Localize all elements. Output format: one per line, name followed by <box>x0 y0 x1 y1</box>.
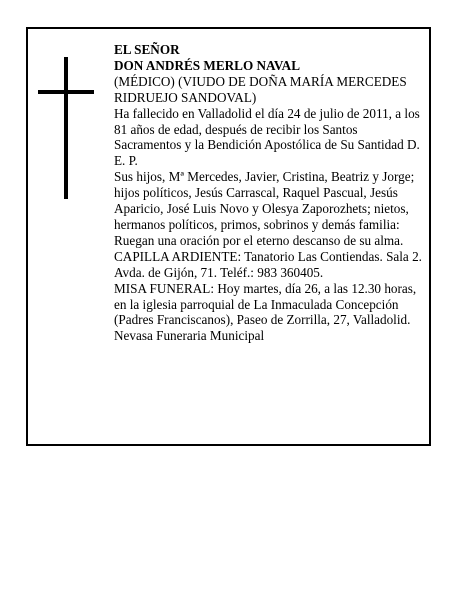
cross-vertical-bar <box>64 57 68 199</box>
mass-info: MISA FUNERAL: Hoy martes, día 26, a las 12.30 horas, en la iglesia parroquial de La Inmaculada Concepción (Padres Franciscanos), Paseo de Zorrilla, 27, Valladolid. <box>114 280 417 328</box>
deceased-subtitle: (MÉDICO) (VIUDO DE DOÑA MARÍA MERCEDES RIDRUEJO SANDOVAL) <box>114 73 407 105</box>
cross-icon <box>38 57 94 199</box>
obituary-notice <box>26 27 431 446</box>
funeral-home: Nevasa Funeraria Municipal <box>114 328 265 344</box>
prayer-request: Ruegan una oración por el eterno descanso de su alma. <box>114 232 404 248</box>
death-announcement: Ha fallecido en Valladolid el día 24 de julio de 2011, a los 81 años de edad, después de recibir los Santos Sacramentos y la Bendición Apostólica de Su Santidad D. E. P. <box>114 105 420 169</box>
deceased-name: DON ANDRÉS MERLO NAVAL <box>114 57 300 73</box>
notice-title: EL SEÑOR <box>114 42 180 57</box>
notice-content <box>114 42 426 344</box>
family-list: Sus hijos, Mª Mercedes, Javier, Cristina, Beatriz y Jorge; hijos políticos, Jesús Carrascal, Raquel Pascual, Jesús Aparicio, José Luis Novo y Olesya Zaporozhets; nietos, hermanos políticos, primos, sobrinos y demás familia: <box>114 169 415 232</box>
chapel-info: CAPILLA ARDIENTE: Tanatorio Las Contiendas. Sala 2. Avda. de Gijón, 71. Teléf.: 983 360405. <box>114 248 422 280</box>
cross-horizontal-bar <box>38 90 94 94</box>
